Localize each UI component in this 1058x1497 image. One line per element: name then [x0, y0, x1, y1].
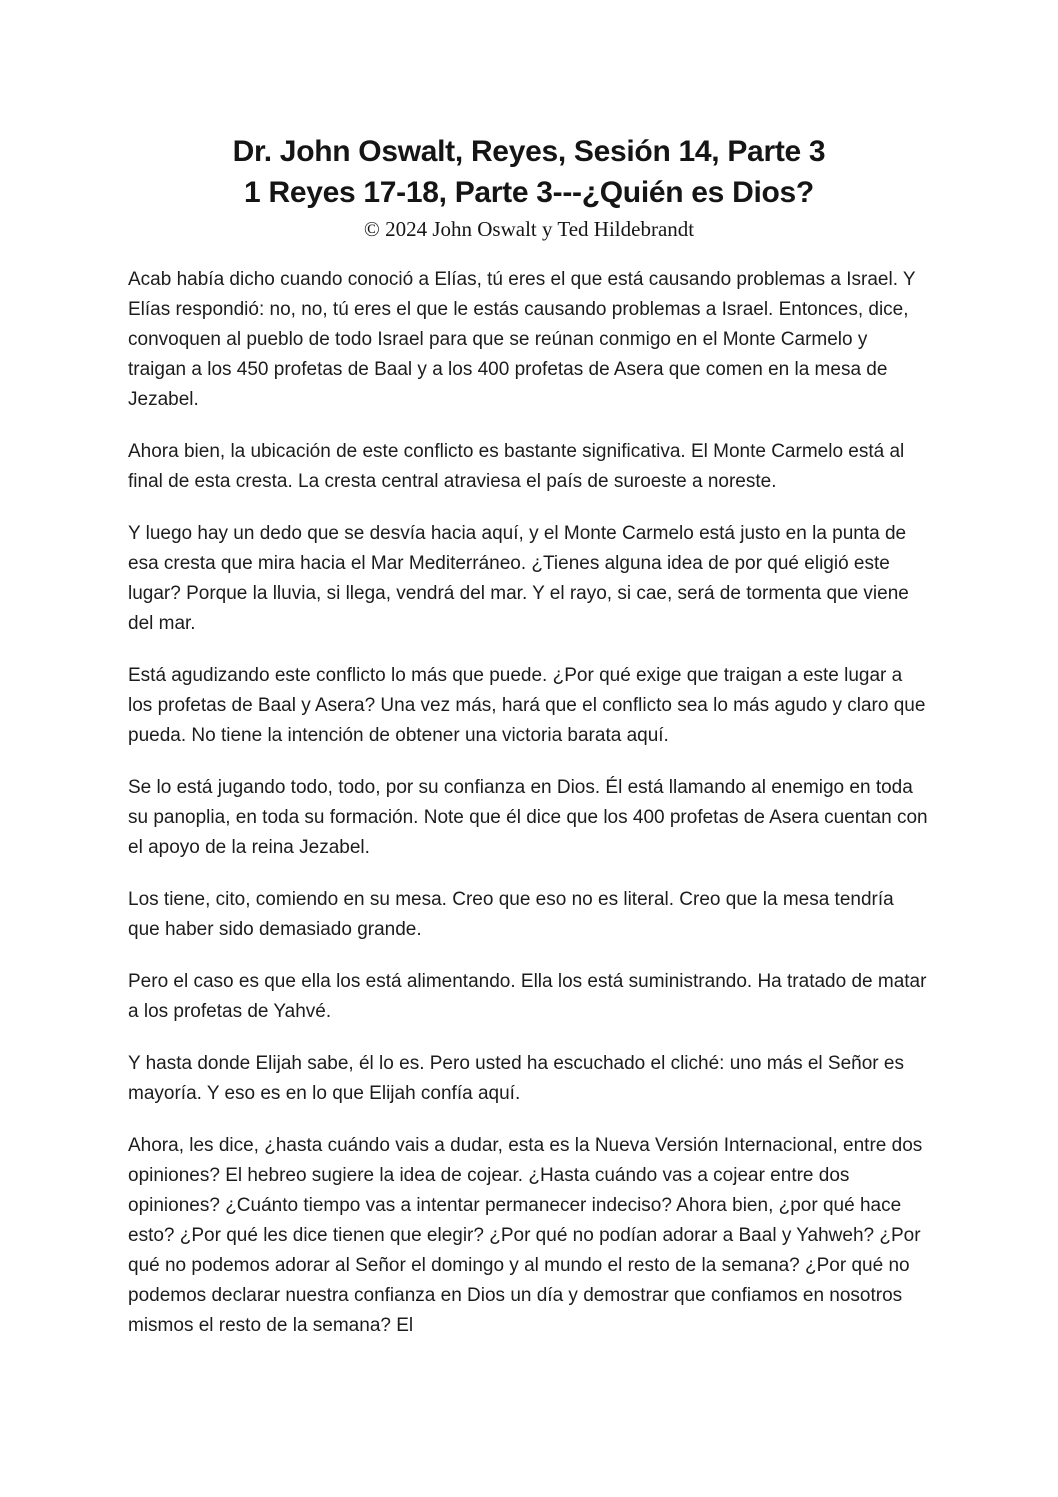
title-line-2: 1 Reyes 17-18, Parte 3---¿Quién es Dios?	[244, 176, 814, 209]
document-title	[128, 131, 930, 213]
paragraph: Y hasta donde Elijah sabe, él lo es. Pero usted ha escuchado el cliché: uno más el Señor es mayoría. Y eso es en lo que Elijah confía aquí.	[128, 1053, 904, 1104]
paragraph: Los tiene, cito, comiendo en su mesa. Creo que eso no es literal. Creo que la mesa tendría que haber sido demasiado grande.	[128, 889, 894, 940]
paragraph: Acab había dicho cuando conoció a Elías, tú eres el que está causando problemas a Israel. Y Elías respondió: no, no, tú eres el que le estás causando problemas a Israel. Entonces, dice, convoquen al pueblo de todo Israel para que se reúnan conmigo en el Monte Carmelo y traigan a los 450 profetas de Baal y a los 400 profetas de Asera que comen en la mesa de Jezabel.	[128, 269, 916, 410]
paragraph: Pero el caso es que ella los está alimentando. Ella los está suministrando. Ha tratado de matar a los profetas de Yahvé.	[128, 971, 927, 1022]
copyright-line: © 2024 John Oswalt y Ted Hildebrandt	[363, 217, 695, 241]
document-header	[128, 131, 930, 242]
paragraph: Ahora bien, la ubicación de este conflicto es bastante significativa. El Monte Carmelo está al final de esta cresta. La cresta central atraviesa el país de suroeste a noreste.	[128, 441, 905, 492]
paragraph: Ahora, les dice, ¿hasta cuándo vais a dudar, esta es la Nueva Versión Internacional, entre dos opiniones? El hebreo sugiere la idea de cojear. ¿Hasta cuándo vas a cojear entre dos opiniones? ¿Cuánto tiempo vas a intentar permanecer indeciso? Ahora bien, ¿por qué hace esto? ¿Por qué les dice tienen que elegir? ¿Por qué no podían adorar a Baal y Yahweh? ¿Por qué no podemos adorar al Señor el domingo y al mundo el resto de la semana? ¿Por qué no podemos declarar nuestra confianza en Dios un día y demostrar que confiamos en nosotros mismos el resto de la semana? El	[128, 1135, 923, 1336]
document-body	[128, 265, 930, 1341]
paragraph: Está agudizando este conflicto lo más que puede. ¿Por qué exige que traigan a este lugar a los profetas de Baal y Asera? Una vez más, hará que el conflicto sea lo más agudo y claro que pueda. No tiene la intención de obtener una victoria barata aquí.	[128, 665, 926, 746]
paragraph: Y luego hay un dedo que se desvía hacia aquí, y el Monte Carmelo está justo en la punta de esa cresta que mira hacia el Mar Mediterráneo. ¿Tienes alguna idea de por qué eligió este lugar? Porque la lluvia, si llega, vendrá del mar. Y el rayo, si cae, será de tormenta que viene del mar.	[128, 523, 909, 634]
title-line-1: Dr. John Oswalt, Reyes, Sesión 14, Parte 3	[232, 135, 826, 168]
paragraph: Se lo está jugando todo, todo, por su confianza en Dios. Él está llamando al enemigo en toda su panoplia, en toda su formación. Note que él dice que los 400 profetas de Asera cuentan con el apoyo de la reina Jezabel.	[128, 777, 928, 858]
